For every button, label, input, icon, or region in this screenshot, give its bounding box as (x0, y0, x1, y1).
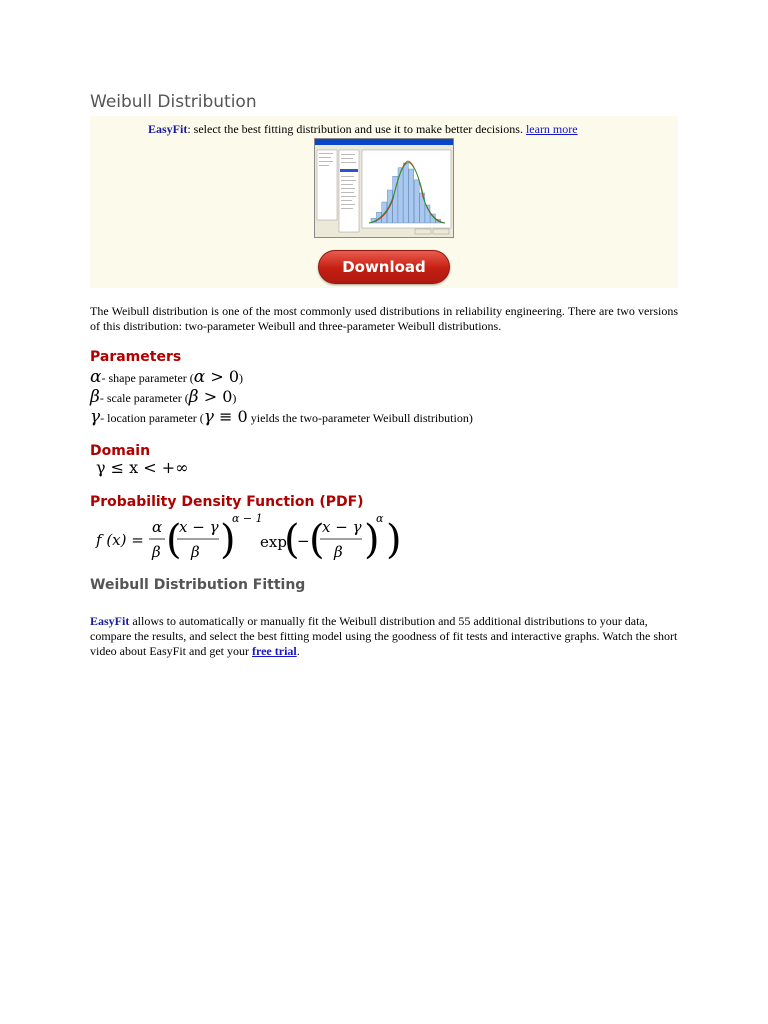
intro-paragraph: The Weibull distribution is one of the most commonly used distributions in reliability engineering. There are two versions of this distribution: two-parameter Weibull and three-parameter Weibull distributions. (90, 304, 678, 333)
pdf-x-minus-gamma-2: x − γ (322, 518, 362, 536)
beta-condition-symbol: β (188, 387, 199, 407)
free-trial-link[interactable]: free trial (251, 644, 297, 658)
promo-tagline-text: : select the best fitting distribution and use it to make better decisions. (187, 122, 523, 136)
fitting-text: allows to automatically or manually fit the Weibull distribution and 55 additional distributions to your data, compare the results, and select the best fitting model using the goodness of fit tests and interactive graphs. Watch the short video about EasyFit and get your (90, 614, 678, 658)
parameter-alpha (90, 367, 243, 387)
pdf-beta-inner: β (191, 543, 200, 561)
beta-symbol: β (90, 387, 100, 407)
parameter-beta-suffix: ) (232, 391, 237, 405)
alpha-condition: > 0 (205, 367, 240, 386)
easyfit-screenshot-thumbnail[interactable] (314, 138, 454, 238)
pdf-heading: Probability Density Function (PDF) (90, 494, 364, 510)
easyfit-link[interactable]: EasyFit (90, 614, 130, 628)
pdf-beta-denominator: β (152, 543, 161, 561)
parameter-alpha-label: - shape parameter ( (101, 371, 194, 385)
pdf-exponent: α − 1 (232, 512, 263, 525)
parameter-gamma-label: - location parameter ( (100, 411, 204, 425)
thumb-histogram-bar (409, 169, 414, 223)
alpha-symbol: α (90, 367, 102, 387)
parameters-heading: Parameters (90, 349, 182, 365)
domain-expression: γ ≤ x < +∞ (96, 458, 189, 477)
easyfit-promo-panel (90, 116, 678, 288)
thumb-histogram-bar (414, 180, 419, 223)
pdf-exp-open-paren: ( (284, 517, 300, 563)
pdf-formula (94, 510, 414, 570)
parameter-beta (90, 387, 236, 407)
parameter-gamma-suffix: yields the two-parameter Weibull distribution) (247, 411, 473, 425)
gamma-symbol: γ (90, 407, 101, 427)
parameter-beta-label: - scale parameter ( (99, 391, 189, 405)
pdf-x-minus-gamma: x − γ (179, 518, 219, 536)
domain-heading: Domain (90, 443, 151, 459)
gamma-condition: ≡ 0 (213, 407, 248, 426)
download-button[interactable]: Download (318, 250, 450, 284)
promo-tagline (148, 122, 578, 137)
fitting-heading: Weibull Distribution Fitting (90, 577, 306, 593)
pdf-open-paren: ( (166, 517, 182, 563)
pdf-exp-close-paren: ) (386, 517, 402, 563)
pdf-minus: − (297, 532, 310, 550)
fitting-paragraph (90, 614, 678, 659)
pdf-exp: exp (260, 533, 287, 551)
parameter-alpha-suffix: ) (239, 371, 244, 385)
easyfit-screenshot-image (315, 139, 453, 237)
thumb-histogram-bar (403, 163, 408, 223)
pdf-alpha-exponent: α (376, 512, 384, 525)
fitting-end: . (296, 644, 300, 658)
pdf-close-paren: ) (220, 517, 236, 563)
parameter-gamma (90, 407, 473, 427)
beta-condition: > 0 (198, 387, 233, 406)
pdf-inner-open-paren: ( (309, 517, 325, 563)
pdf-alpha-numerator: α (152, 518, 163, 536)
learn-more-link[interactable]: learn more (525, 122, 578, 136)
pdf-fx: f (x) = (96, 531, 144, 549)
page-title: Weibull Distribution (90, 92, 257, 112)
easyfit-brand: EasyFit (148, 122, 188, 136)
gamma-condition-symbol: γ (203, 407, 214, 427)
pdf-inner-close-paren: ) (364, 517, 380, 563)
pdf-beta-inner-2: β (334, 543, 343, 561)
alpha-condition-symbol: α (193, 367, 206, 387)
